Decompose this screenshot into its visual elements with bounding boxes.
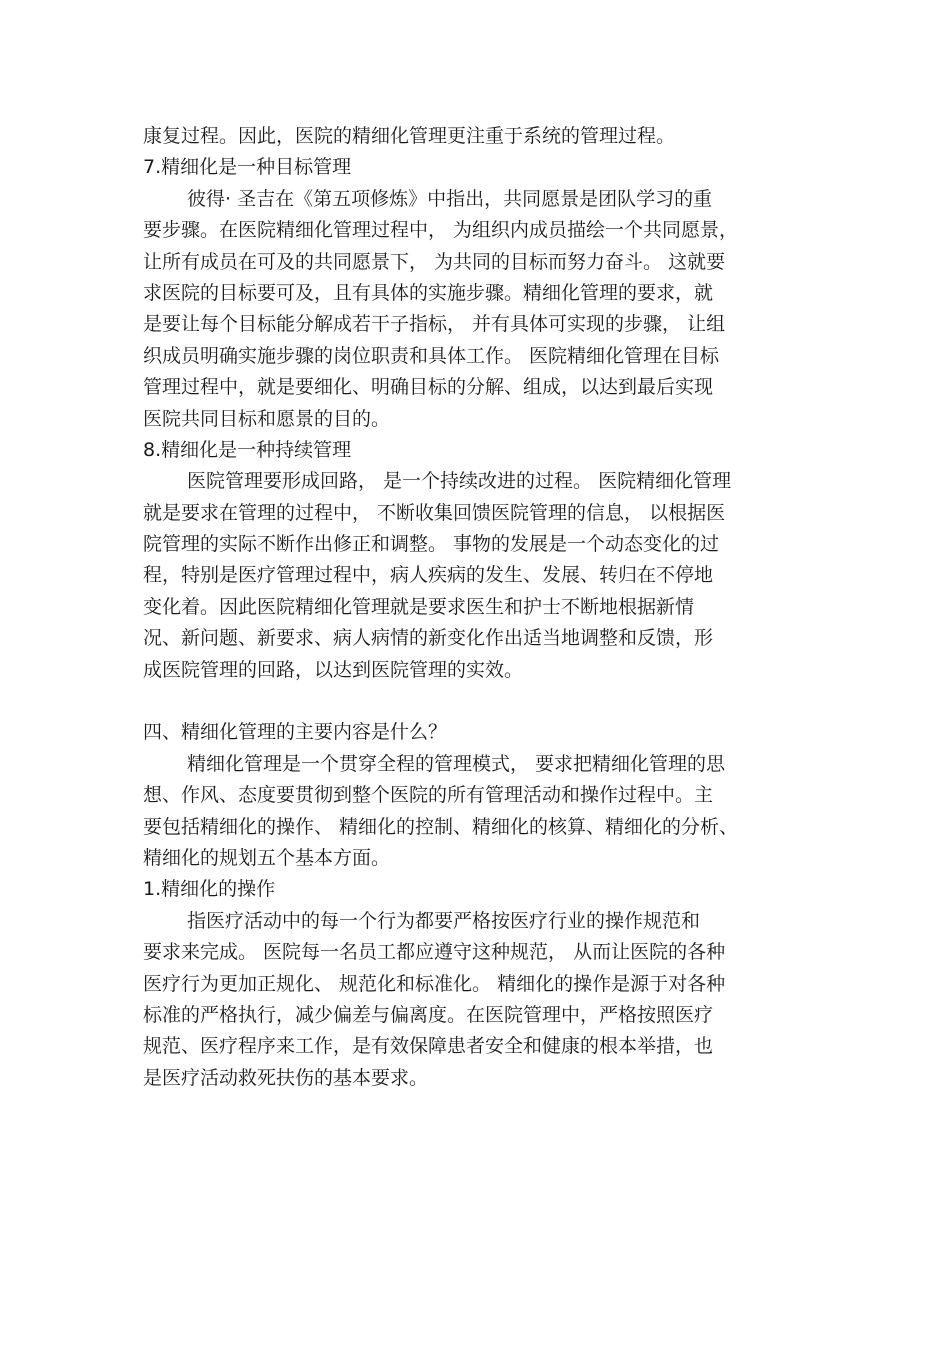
blank-line <box>143 686 823 717</box>
paragraph-line: 要包括精细化的操作、 精细化的控制、精细化的核算、精细化的分析、 <box>143 815 739 838</box>
paragraph-line: 成医院管理的回路，以达到医院管理的实效。 <box>143 658 524 681</box>
section-heading-4: 四、精细化管理的主要内容是什么？ <box>143 721 448 744</box>
paragraph-line: 精细化管理是一个贯穿全程的管理模式， 要求把精细化管理的思 <box>187 752 726 775</box>
paragraph-line: 医疗行为更加正规化、 规范化和标准化。 精细化的操作是源于对各种 <box>143 972 726 995</box>
paragraph-line: 变化着。因此医院精细化管理就是要求医生和护士不断地根据新情 <box>143 595 695 618</box>
section-heading-1: 1.精细化的操作 <box>143 878 276 901</box>
paragraph-line: 就是要求在管理的过程中， 不断收集回馈医院管理的信息， 以根据医 <box>143 501 726 524</box>
section-heading-8: 8.精细化是一种持续管理 <box>143 438 352 461</box>
paragraph-line: 精细化的规划五个基本方面。 <box>143 846 391 869</box>
paragraph-line: 彼得· 圣吉在《第五项修炼》中指出，共同愿景是团队学习的重 <box>187 187 713 210</box>
paragraph-line: 规范、医疗程序来工作，是有效保障患者安全和健康的根本举措，也 <box>143 1035 714 1058</box>
paragraph-line: 要求来完成。 医院每一名员工都应遵守这种规范， 从而让医院的各种 <box>143 941 726 964</box>
paragraph-line: 是要让每个目标能分解成若干子指标， 并有具体可实现的步骤， 让组 <box>143 313 726 336</box>
paragraph-line: 管理过程中，就是要细化、明确目标的分解、组成，以达到最后实现 <box>143 376 714 399</box>
paragraph-line: 是医疗活动救死扶伤的基本要求。 <box>143 1066 429 1089</box>
paragraph-line: 织成员明确实施步骤的岗位职责和具体工作。 医院精细化管理在目标 <box>143 344 720 367</box>
paragraph-line: 院管理的实际不断作出修正和调整。 事物的发展是一个动态变化的过 <box>143 533 720 556</box>
paragraph-line: 医院共同目标和愿景的目的。 <box>143 407 391 430</box>
paragraph-line: 求医院的目标要可及，且有具体的实施步骤。精细化管理的要求，就 <box>143 281 714 304</box>
paragraph-line: 让所有成员在可及的共同愿景下， 为共同的目标而努力奋斗。 这就要 <box>143 250 726 273</box>
paragraph-line: 标准的严格执行，减少偏差与偏离度。在医院管理中，严格按照医疗 <box>143 1003 714 1026</box>
paragraph-line: 程，特别是医疗管理过程中，病人疾病的发生、发展、转归在不停地 <box>143 564 714 587</box>
paragraph-line: 想、作风、态度要贯彻到整个医院的所有管理活动和操作过程中。主 <box>143 784 714 807</box>
paragraph-line: 医院管理要形成回路， 是一个持续改进的过程。 医院精细化管理 <box>187 470 732 493</box>
paragraph-line: 康复过程。因此，医院的精细化管理更注重于系统的管理过程。 <box>143 125 676 147</box>
paragraph-line: 况、新问题、新要求、病人病情的新变化作出适当地调整和反馈，形 <box>143 627 714 650</box>
paragraph-line: 指医疗活动中的每一个行为都要严格按医疗行业的操作规范和 <box>187 909 701 932</box>
section-heading-7: 7.精细化是一种目标管理 <box>143 156 352 179</box>
paragraph-line: 要步骤。在医院精细化管理过程中， 为组织内成员描绘一个共同愿景， <box>143 219 739 242</box>
document-body <box>143 121 823 1094</box>
